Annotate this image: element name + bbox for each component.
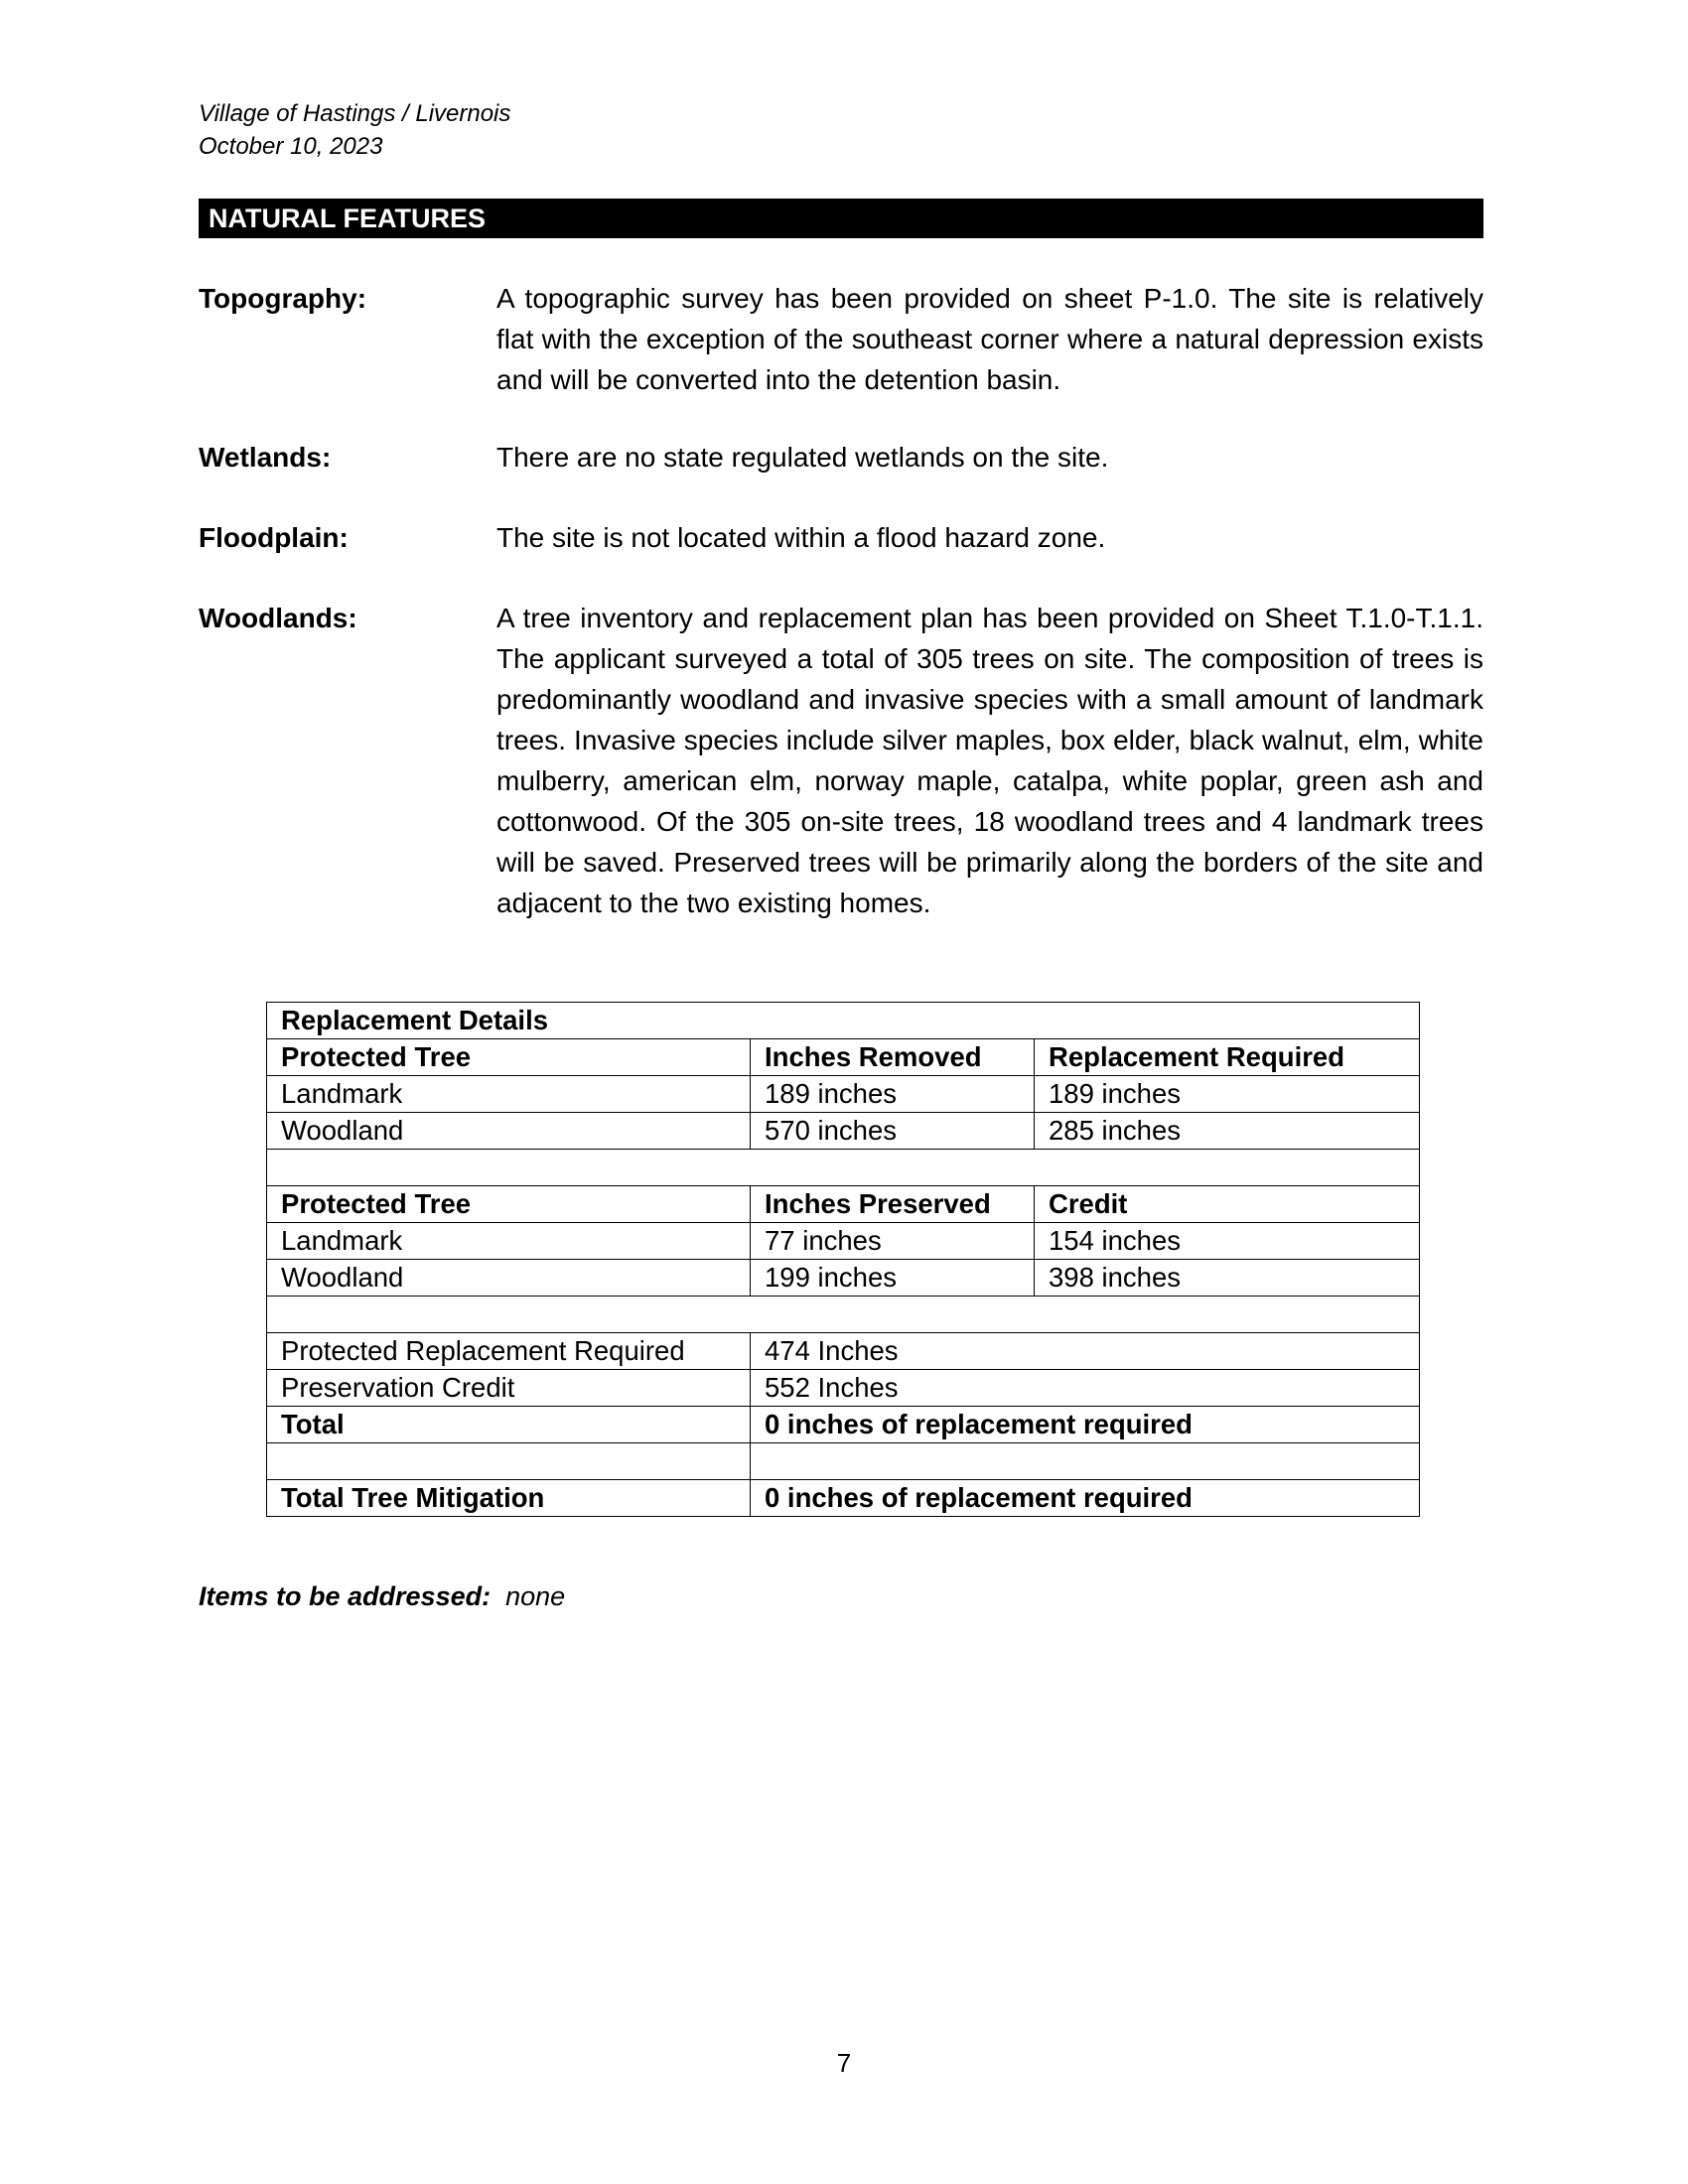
preserved-header-row [267,1186,1420,1223]
spacer-row [267,1150,1420,1186]
topography-section [199,278,1483,400]
spacer-cell [751,1443,1420,1480]
floodplain-label: Floodplain: [199,522,349,553]
table-cell: Woodland [267,1113,751,1150]
removed-header-row [267,1039,1420,1076]
table-cell: 570 inches [751,1113,1035,1150]
table-title-row [267,1003,1420,1039]
table-cell: Woodland [267,1260,751,1297]
document-header [199,97,510,163]
woodlands-text: A tree inventory and replacement plan has been provided on Sheet T.1.0-T.1.1. The applicant surveyed a total of 305 trees on site. The composition of trees is predominantly woodland and invasive species with a small amount of landmark trees. Invasive species include silver maples, box elder, black walnut, elm, white mulberry, american elm, norway maple, catalpa, white poplar, green ash and cottonwood. Of the 305 on-site trees, 18 woodland trees and 4 landmark trees will be saved. Preserved trees will be primarily along the borders of the site and adjacent to the two existing homes. [496,603,1483,918]
table-cell: 199 inches [751,1260,1035,1297]
spacer-cell [267,1150,1420,1186]
table-cell: 285 inches [1035,1113,1420,1150]
page-number: 7 [836,2048,852,2078]
table-cell: 77 inches [751,1223,1035,1260]
woodlands-section [199,598,1483,923]
wetlands-section [199,437,1483,478]
header-date: October 10, 2023 [199,133,383,160]
items-label: Items to be addressed: [199,1581,492,1611]
spacer-row [267,1297,1420,1333]
table-cell: Landmark [267,1076,751,1113]
table-title: Replacement Details [267,1003,1420,1039]
table-cell: 398 inches [1035,1260,1420,1297]
mitigation-row [267,1480,1420,1517]
table-cell: 189 inches [751,1076,1035,1113]
summary-label: Preservation Credit [267,1370,751,1407]
wetlands-label: Wetlands: [199,442,332,473]
mitigation-label: Total Tree Mitigation [267,1480,751,1517]
total-label: Total [267,1407,751,1443]
table-row [267,1260,1420,1297]
mitigation-value: 0 inches of replacement required [751,1480,1420,1517]
spacer-cell [267,1297,1420,1333]
items-to-address [199,1578,565,1614]
table-cell: 154 inches [1035,1223,1420,1260]
topography-label: Topography: [199,283,367,314]
column-header: Replacement Required [1035,1039,1420,1076]
replacement-details-table [266,1002,1420,1517]
spacer-cell [267,1443,751,1480]
floodplain-text: The site is not located within a flood hazard zone. [496,522,1106,553]
table-row [267,1076,1420,1113]
woodlands-label: Woodlands: [199,603,357,633]
summary-value: 474 Inches [751,1333,1420,1370]
header-project: Village of Hastings / Livernois [199,100,511,127]
items-value: none [505,1581,566,1611]
column-header: Credit [1035,1186,1420,1223]
column-header: Inches Preserved [751,1186,1035,1223]
section-title: NATURAL FEATURES [199,199,1483,238]
total-value: 0 inches of replacement required [751,1407,1420,1443]
table-row [267,1223,1420,1260]
table-cell: 189 inches [1035,1076,1420,1113]
summary-label: Protected Replacement Required [267,1333,751,1370]
wetlands-text: There are no state regulated wetlands on the site. [496,442,1109,473]
summary-row [267,1370,1420,1407]
table-row [267,1113,1420,1150]
total-row [267,1407,1420,1443]
column-header: Protected Tree [267,1039,751,1076]
table-cell: Landmark [267,1223,751,1260]
spacer-row [267,1443,1420,1480]
column-header: Inches Removed [751,1039,1035,1076]
summary-value: 552 Inches [751,1370,1420,1407]
summary-row [267,1333,1420,1370]
floodplain-section [199,517,1483,558]
column-header: Protected Tree [267,1186,751,1223]
topography-text: A topographic survey has been provided on sheet P-1.0. The site is relatively flat with the exception of the southeast corner where a natural depression exists and will be converted into the detention basin. [496,283,1483,395]
